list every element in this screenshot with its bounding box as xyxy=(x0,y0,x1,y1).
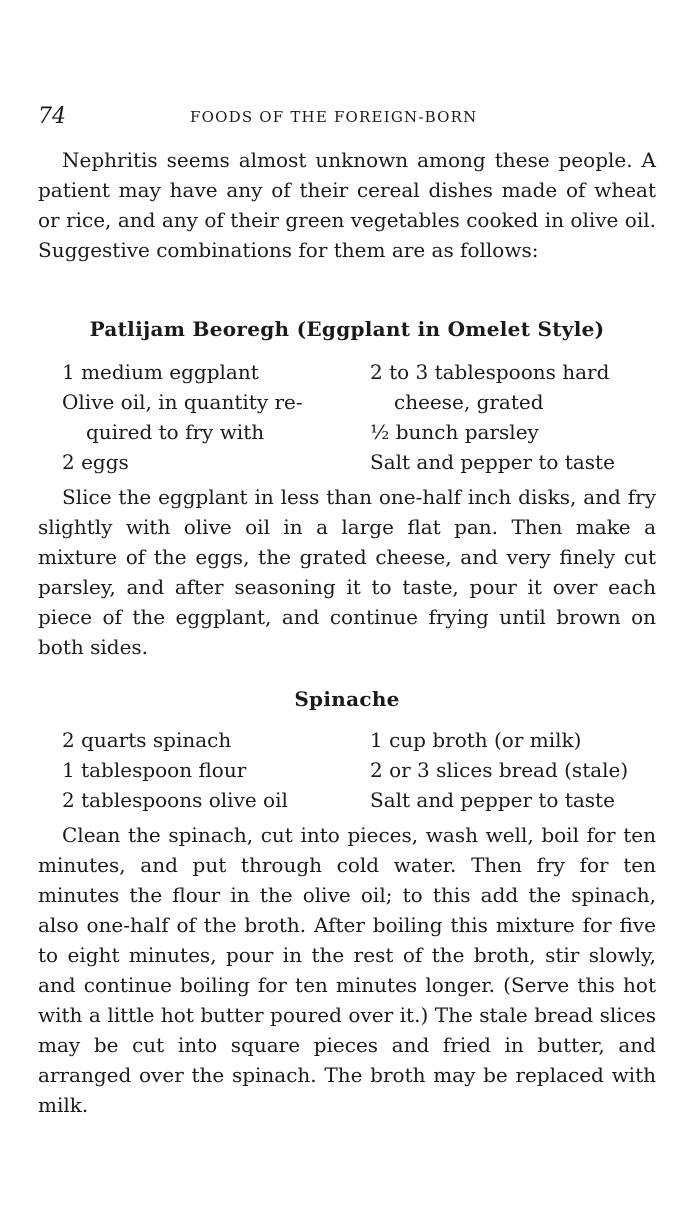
ingredients-spinache xyxy=(62,725,658,815)
recipe-title-eggplant: Patlijam Beoregh (Eggplant in Omelet Style) xyxy=(89,317,605,341)
ingredients-left-column xyxy=(62,357,370,477)
directions-text: Slice the eggplant in less than one-half inch disks, and fry slightly with olive oil in a large flat pan. Then make a mixture of the eggs, the grated cheese, and very finely cut parsley, and after seasoning it to taste, pour it over each piece of the eggplant, and continue frying until brown on both sides. xyxy=(38,485,656,659)
ingredient-item: ½ bunch parsley xyxy=(370,420,539,444)
ingredient-item: Salt and pepper to taste xyxy=(370,788,615,812)
directions-eggplant xyxy=(38,482,656,662)
ingredient-item: Olive oil, in quantity re- xyxy=(62,390,303,414)
page-header xyxy=(38,104,658,134)
ingredients-left-column xyxy=(62,725,370,815)
intro-text: Nephritis seems almost unknown among these people. A patient may have any of their cereal dishes made of wheat or rice, and any of their green vegetables cooked in olive oil. Suggestive combinations for them are as follows: xyxy=(38,148,656,262)
ingredient-item: 2 quarts spinach xyxy=(62,728,232,752)
ingredient-item: 1 cup broth (or milk) xyxy=(370,728,582,752)
ingredients-right-column xyxy=(370,725,658,815)
ingredient-item: 2 eggs xyxy=(62,450,129,474)
ingredient-item: quired to fry with xyxy=(86,420,265,444)
page-number: 74 xyxy=(38,104,66,129)
ingredient-item: 2 tablespoons olive oil xyxy=(62,788,288,812)
ingredient-item: 2 to 3 tablespoons hard xyxy=(370,360,610,384)
intro-paragraph xyxy=(38,145,656,265)
running-title: FOODS OF THE FOREIGN-BORN xyxy=(190,108,478,126)
recipe-title-spinache: Spinache xyxy=(294,687,400,711)
ingredient-item: 2 or 3 slices bread (stale) xyxy=(370,758,629,782)
ingredient-item: 1 medium eggplant xyxy=(62,360,259,384)
ingredient-item: cheese, grated xyxy=(394,390,544,414)
directions-spinache xyxy=(38,820,656,1120)
directions-text: Clean the spinach, cut into pieces, wash well, boil for ten minutes, and put through cold water. Then fry for ten minutes the flour in the olive oil; to this add the spinach, also one-half of the broth. After boiling this mixture for five to eight minutes, pour in the rest of the broth, stir slowly, and continue boiling for ten minutes longer. (Serve this hot with a little hot butter poured over it.) The stale bread slices may be cut into square pieces and fried in butter, and arranged over the spinach. The broth may be replaced with milk. xyxy=(38,823,656,1117)
ingredient-item: Salt and pepper to taste xyxy=(370,450,615,474)
ingredients-right-column xyxy=(370,357,658,477)
ingredients-eggplant xyxy=(62,357,658,477)
ingredient-item: 1 tablespoon flour xyxy=(62,758,247,782)
